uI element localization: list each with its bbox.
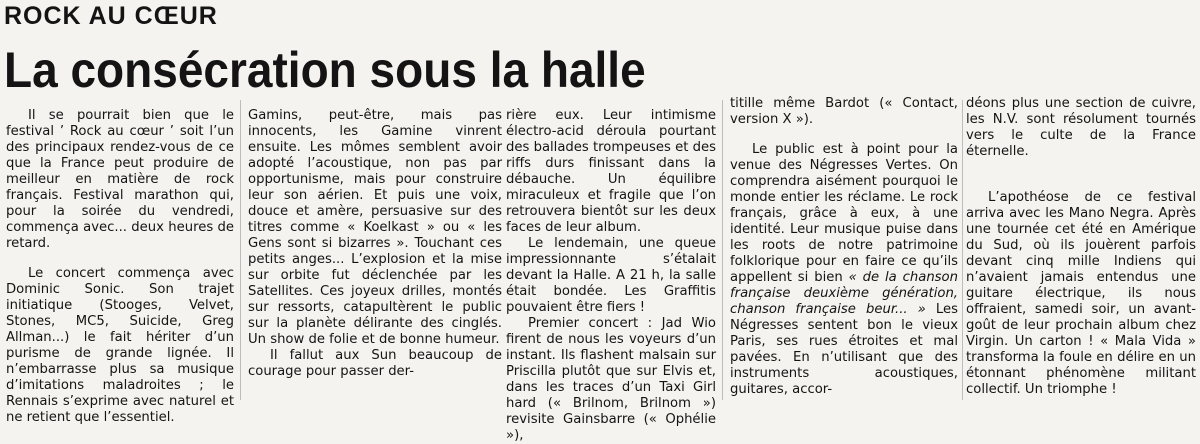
paragraph: déons plus une section de cuivre, les N.V. sont résolument tournés vers le culte de la France éternelle.	[966, 96, 1196, 159]
paragraph: Premier concert : Jad Wio firent de nous les voyeurs d’un instant. Ils flashent malsain sur Priscilla plutôt que sur Elvis et, dans les traces d’un Taxi Girl hard (« Brilnom, Brilnom ») revisite Gainsbarre (« Ophélie »),	[506, 316, 716, 443]
paragraph: Le concert commença avec Dominic Sonic. Son trajet initiatique (Stooges, Velvet, Stones, MC5, Suicide, Greg Allman...) le fait hériter d’un purisme de grande lignée. Il n’embarrasse plus sa musique d’imitations maladroites ; le Rennais s’exprime avec naturel et ne retient que l’essentiel.	[6, 266, 234, 425]
column-rule	[722, 100, 723, 400]
article-column-2	[248, 108, 502, 413]
paragraph: titille même Bardot (« Contact, version X »).	[730, 96, 958, 127]
section-rubric: ROCK AU CŒUR	[4, 2, 218, 30]
article-column-3	[506, 108, 716, 443]
column-rule	[240, 100, 241, 400]
paragraph	[730, 142, 958, 398]
column-rule	[962, 100, 963, 400]
paragraph: rière eux. Leur intimisme électro-acid déroula pourtant des ballades trompeuses et des riffs durs finissant dans la débauche. Un équilibre miraculeux et fragile que l’on retrouvera bientôt sur les deux faces de leur album.	[506, 108, 716, 235]
article-column-1	[6, 108, 234, 425]
article-column-5	[966, 96, 1196, 401]
paragraph-text: Les Négresses sentent bon le vieux Paris, ses rues étroites et mal pavées. En n’utilisant que des instruments acoustiques, guitares, accor-	[730, 302, 958, 397]
article-headline: La consécration sous la halle	[4, 42, 646, 98]
paragraph: Gamins, peut-être, mais pas innocents, les Gamine vinrent ensuite. Les mômes semblent avoir adopté l’acoustique, non pas par opportunisme, mais pour construire leur son aérien. Et puis une voix, douce et amère, persuasive sur des titres comme « Koelkast » ou « les Gens sont si bizarres ». Touchant ces petits anges... L’explosion et la mise sur orbite fut déclenchée par les Satellites. Ces joyeux drilles, montés sur ressorts, catapultèrent le public sur la planète délirante des cinglés. Un show de folie et de bonne humeur.	[248, 108, 502, 347]
paragraph: Il fallut aux Sun beaucoup de courage pour passer der-	[248, 348, 502, 379]
paragraph: Il se pourrait bien que le festival ’ Rock au cœur ’ soit l’un des principaux rendez-vous de ce que la France peut produire de meilleur en matière de rock français. Festival marathon qui, pour la soirée du vendredi, commença avec... deux heures de retard.	[6, 108, 234, 251]
article-column-4	[730, 96, 958, 401]
paragraph-text: Le public est à point pour la venue des Négresses Vertes. On comprendra aisément pourquoi le monde entier les réclame. Le rock français, grâce à eux, à une identité. Leur musique puise dans les roots de notre patrimoine folklorique pour en faire ce qu’ils appellent si bien	[730, 142, 958, 285]
paragraph: L’apothéose de ce festival arriva avec les Mano Negra. Après une tournée cet été en Amérique du Sud, où ils jouèrent parfois devant cinq mille Indiens qui n’avaient jamais entendus une guitare électrique, ils nous offraient, samedi soir, un avant-goût de leur prochain album chez Virgin. Un carton ! « Mala Vida » transforma la foule en délire en un étonnant phénomène militant collectif. Un triomphe !	[966, 190, 1196, 397]
quote: « de la chanson française deuxième génération, chanson française beur... »	[730, 270, 958, 317]
paragraph: Le lendemain, une queue impressionnante s’étalait devant la Halle. A 21 h, la salle était bondée. Les Graffitis pouvaient être fiers !	[506, 236, 716, 315]
